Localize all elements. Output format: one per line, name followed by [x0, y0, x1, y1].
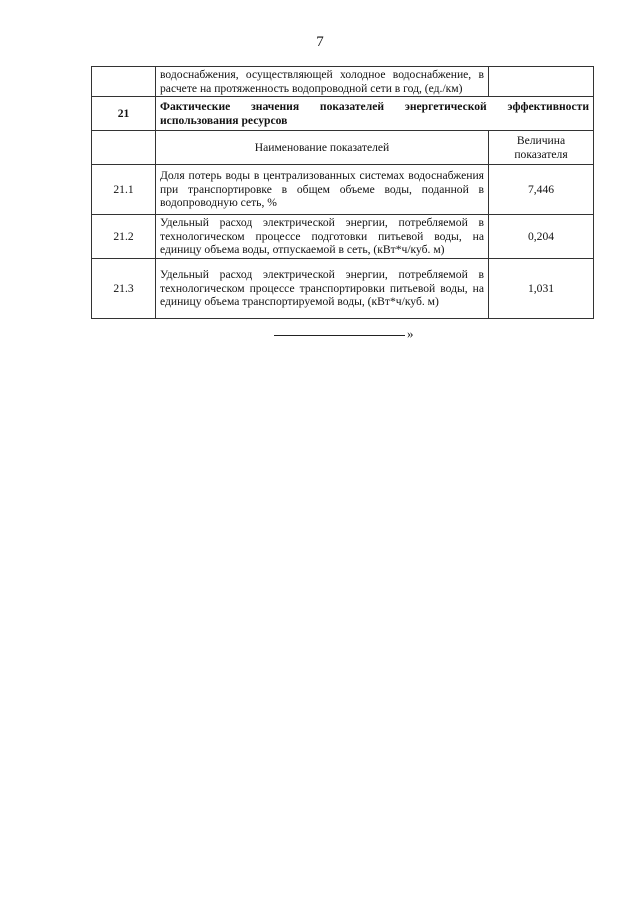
- table-row-continuation: [92, 67, 594, 97]
- row-number: 21.3: [92, 259, 156, 319]
- indicators-table: [91, 66, 594, 319]
- header-value: Величина показателя: [489, 131, 594, 165]
- header-name: Наименование показателей: [156, 131, 489, 165]
- row-value: 0,204: [489, 215, 594, 259]
- row-number: 21.1: [92, 165, 156, 215]
- section-number: 21: [92, 97, 156, 131]
- page-number: 7: [316, 34, 324, 50]
- section-title: Фактические значения показателей энергетической эффективности использования ресурсов: [156, 97, 594, 131]
- row-description: Доля потерь воды в централизованных системах водоснабжения при транспортировке в общем объеме воды, поданной в водопроводную сеть, %: [156, 165, 489, 215]
- row-description: Удельный расход электрической энергии, потребляемой в технологическом процессе подготовки питьевой воды, на единицу объема воды, отпускаемой в сеть, (кВт*ч/куб. м): [156, 215, 489, 259]
- table-row-header: [92, 131, 594, 165]
- header-empty-cell: [92, 131, 156, 165]
- row-value: 1,031: [489, 259, 594, 319]
- row-number: 21.2: [92, 215, 156, 259]
- row-description: водоснабжения, осуществляющей холодное водоснабжение, в расчете на протяженность водопроводной сети в год, (ед./км): [156, 67, 489, 97]
- table-row: [92, 259, 594, 319]
- row-value: [489, 67, 594, 97]
- row-value: 7,446: [489, 165, 594, 215]
- table-row-section: [92, 97, 594, 131]
- table-row: [92, 165, 594, 215]
- closing-line: [274, 326, 414, 342]
- row-number: [92, 67, 156, 97]
- table-row: [92, 215, 594, 259]
- closing-quote: »: [407, 326, 414, 341]
- closing-rule: [274, 335, 405, 336]
- row-description: Удельный расход электрической энергии, потребляемой в технологическом процессе транспортировки питьевой воды, на единицу объема транспортируемой воды, (кВт*ч/куб. м): [156, 259, 489, 319]
